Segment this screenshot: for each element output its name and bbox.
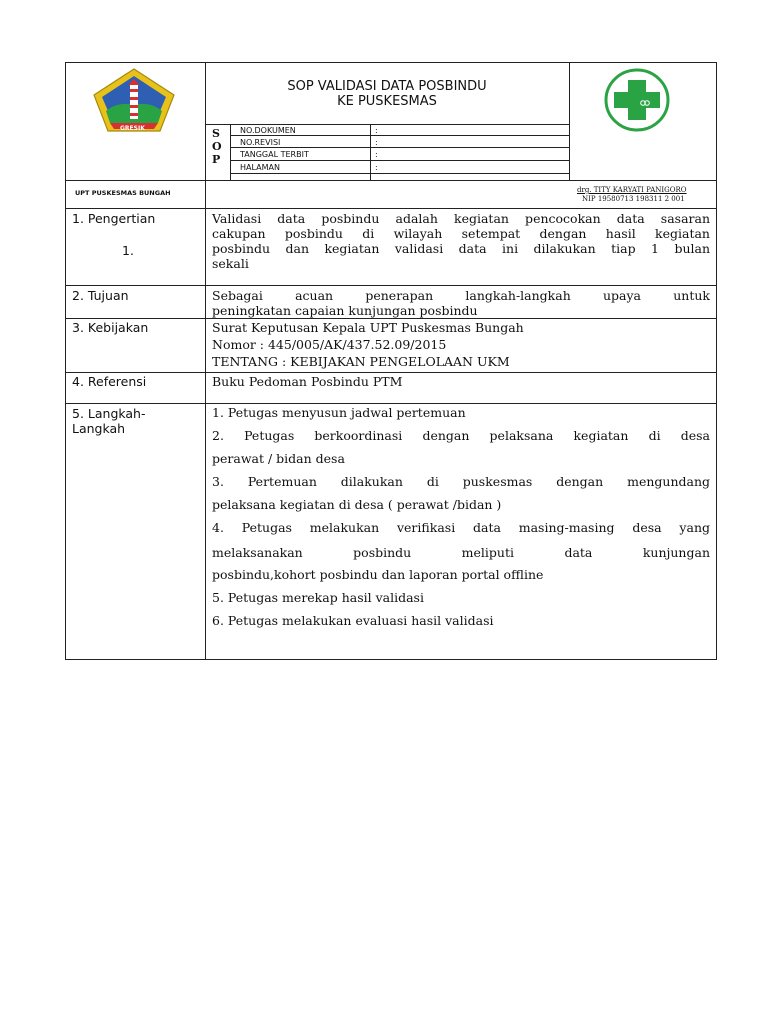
meta-label-no-revisi: NO.REVISI xyxy=(240,138,281,147)
sop-letter-s: S xyxy=(212,127,220,140)
pengertian-line-1: Validasi data posbindu adalah kegiatan pencocokan data sasaran xyxy=(212,211,710,226)
tujuan-line-1: Sebagai acuan penerapan langkah-langkah upaya untuk xyxy=(212,288,710,303)
section-sublabel-pengertian: 1. xyxy=(122,243,134,258)
section-line-4 xyxy=(65,403,717,404)
kebijakan-line-3: TENTANG : KEBIJAKAN PENGELOLAAN UKM xyxy=(212,354,510,369)
gresik-emblem-logo xyxy=(92,67,176,133)
column-divider-left xyxy=(205,62,206,660)
langkah-step-4-cont-1: melaksanakan posbindu meliputi data kunjungan xyxy=(212,545,710,560)
langkah-step-2-cont: perawat / bidan desa xyxy=(212,451,345,466)
section-line-2 xyxy=(65,318,717,319)
section-label-pengertian: 1. Pengertian xyxy=(72,211,156,226)
meta-value-halaman: : xyxy=(375,163,378,172)
langkah-step-6: 6. Petugas melakukan evaluasi hasil validasi xyxy=(212,613,494,628)
sop-letter-divider xyxy=(230,124,231,180)
sop-letter-p: P xyxy=(212,153,221,166)
header-meta-top-line xyxy=(205,124,569,125)
meta-row-line-4 xyxy=(230,173,569,174)
sop-letter-o: O xyxy=(212,140,222,153)
section-line-1 xyxy=(65,285,717,286)
column-divider-right-header xyxy=(569,62,570,180)
unit-name: UPT PUSKESMAS BUNGAH xyxy=(75,189,171,197)
meta-row-line-1 xyxy=(230,135,569,136)
section-label-kebijakan: 3. Kebijakan xyxy=(72,320,149,335)
langkah-step-4: 4. Petugas melakukan verifikasi data masing-masing desa yang xyxy=(212,520,710,535)
document-title-line-1: SOP VALIDASI DATA POSBINDU xyxy=(287,79,487,94)
section-label-langkah-line-2: Langkah xyxy=(72,421,126,436)
document-title-line-2: KE PUSKESMAS xyxy=(337,94,437,109)
meta-value-divider xyxy=(370,124,371,180)
puskesmas-cross-logo xyxy=(604,68,670,132)
pengertian-line-3: posbindu dan kegiatan validasi data ini dilakukan tiap 1 bulan xyxy=(212,241,710,256)
header-footer-line xyxy=(65,208,717,209)
section-label-referensi: 4. Referensi xyxy=(72,374,147,389)
langkah-step-3-cont: pelaksana kegiatan di desa ( perawat /bidan ) xyxy=(212,497,502,512)
signatory-nip: NIP 19580713 198311 2 001 xyxy=(582,195,685,203)
langkah-step-1: 1. Petugas menyusun jadwal pertemuan xyxy=(212,405,466,420)
langkah-step-4-cont-2: posbindu,kohort posbindu dan laporan portal offline xyxy=(212,567,544,582)
kebijakan-line-2: Nomor : 445/005/AK/437.52.09/2015 xyxy=(212,337,447,352)
kebijakan-line-1: Surat Keputusan Kepala UPT Puskesmas Bungah xyxy=(212,320,524,335)
meta-row-line-3 xyxy=(230,160,569,161)
referensi-line-1: Buku Pedoman Posbindu PTM xyxy=(212,374,403,389)
signatory-name: drg. TITY KARYATI PANIGORO xyxy=(577,186,687,194)
meta-row-line-2 xyxy=(230,147,569,148)
section-label-langkah-line-1: 5. Langkah- xyxy=(72,406,146,421)
meta-value-no-revisi: : xyxy=(375,138,378,147)
section-line-3 xyxy=(65,372,717,373)
pengertian-line-4: sekali xyxy=(212,256,249,271)
langkah-step-2: 2. Petugas berkoordinasi dengan pelaksana kegiatan di desa xyxy=(212,428,710,443)
section-label-tujuan: 2. Tujuan xyxy=(72,288,129,303)
meta-value-no-dokumen: : xyxy=(375,126,378,135)
logo-caption: GRESIK xyxy=(120,125,145,132)
tujuan-line-2: peningkatan capaian kunjungan posbindu xyxy=(212,303,478,318)
meta-value-tanggal-terbit: : xyxy=(375,150,378,159)
pengertian-line-2: cakupan posbindu di wilayah setempat dengan hasil kegiatan xyxy=(212,226,710,241)
meta-label-no-dokumen: NO.DOKUMEN xyxy=(240,126,296,135)
langkah-step-5: 5. Petugas merekap hasil validasi xyxy=(212,590,424,605)
meta-label-tanggal-terbit: TANGGAL TERBIT xyxy=(240,150,309,159)
meta-label-halaman: HALAMAN xyxy=(240,163,280,172)
langkah-step-3: 3. Pertemuan dilakukan di puskesmas dengan mengundang xyxy=(212,474,710,489)
header-bottom-line xyxy=(65,180,717,181)
